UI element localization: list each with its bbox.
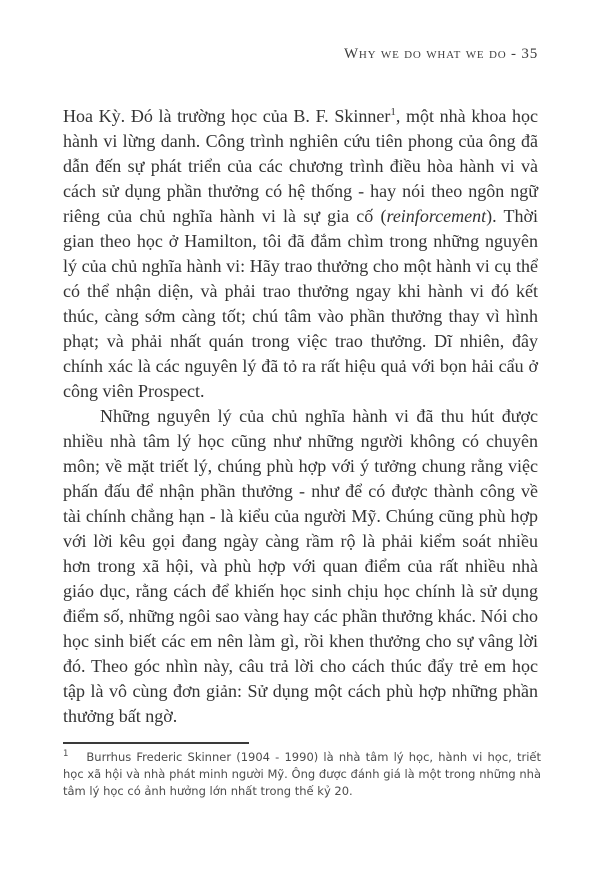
footnote-marker: 1 bbox=[63, 749, 69, 760]
paragraph-2 bbox=[63, 404, 538, 729]
footnote-reference: 1 bbox=[390, 106, 396, 118]
running-header bbox=[63, 46, 538, 63]
page-body bbox=[63, 104, 538, 729]
paragraph-1 bbox=[63, 104, 538, 404]
footnote-1-text: Burrhus Frederic Skinner (1904 - 1990) là nhà tâm lý học, hành vi học, triết học xã hội và nhà phát minh người Mỹ. Ông được đánh giá là một trong những nhà tâm lý học có ảnh hưởng lớn nhất trong thế kỷ 20. bbox=[63, 750, 541, 798]
paragraph-1-text: Hoa Kỳ. Đó là trường học của B. F. Skinner bbox=[63, 106, 391, 126]
running-title: Why we do what we do bbox=[343, 46, 507, 62]
italic-foreign-term: reinforcement bbox=[386, 206, 487, 226]
paragraph-1-text: ). Thời gian theo học ở Hamilton, tôi đã đắm chìm trong những nguyên lý của chủ nghĩa hành vi: Hãy trao thưởng cho một hành vi cụ thể có thể nhận diện, và phải trao thưởng ngay khi hành vi đó kết thúc, càng sớm càng tốt; chú tâm vào phần thưởng thay vì hình phạt; và phải nhất quán trong việc trao thưởng. Dĩ nhiên, đây chính xác là các nguyên lý đã tỏ ra rất hiệu quả với bọn hải cẩu ở công viên Prospect. bbox=[63, 206, 538, 401]
paragraph-2-text: Những nguyên lý của chủ nghĩa hành vi đã thu hút được nhiều nhà tâm lý học cũng như những người không có chuyên môn; về mặt triết lý, chúng phù hợp với ý tưởng chung rằng việc phấn đấu để nhận phần thưởng - như để có được thành công về tài chính chẳng hạn - là kiểu của người Mỹ. Chúng cũng phù hợp với lời kêu gọi đang ngày càng rầm rộ là phải kiểm soát nhiều hơn trong xã hội, và phù hợp với quan điểm của rất nhiều nhà giáo dục, rằng cách để khiến học sinh chịu học chính là sử dụng điểm số, những ngôi sao vàng hay các phần thưởng khác. Nói cho học sinh biết các em nên làm gì, rồi khen thưởng cho sự vâng lời đó. Theo góc nhìn này, câu trả lời cho cách thúc đẩy trẻ em học tập là vô cùng đơn giản: Sử dụng một cách phù hợp những phần thưởng bất ngờ. bbox=[63, 406, 538, 726]
footnote-divider bbox=[63, 742, 249, 744]
header-separator: - bbox=[506, 46, 522, 62]
paragraph-1-text: , một nhà khoa học hành vi lừng danh. Công trình nghiên cứu tiên phong của ông đã dẫn đến sự phát triển của các chương trình điều hòa hành vi và cách sử dụng phần thưởng có hệ thống - hay nói theo ngôn ngữ riêng của chủ nghĩa hành vi là sự gia cố ( bbox=[63, 106, 538, 226]
footnote-1 bbox=[63, 749, 541, 800]
page-number: 35 bbox=[521, 46, 538, 62]
footnote-section bbox=[63, 742, 541, 800]
